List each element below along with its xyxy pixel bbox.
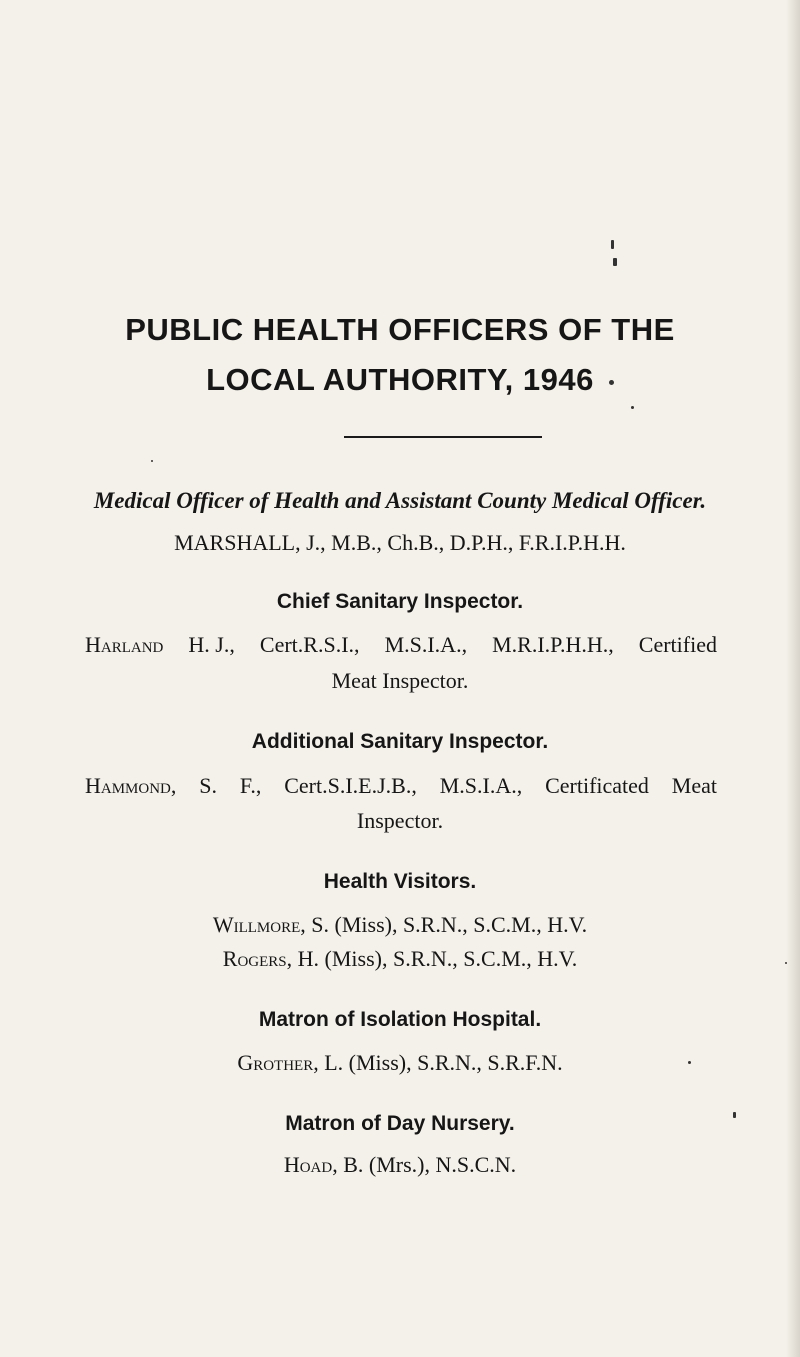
- health-visitor-details: S. (Miss), S.R.N., S.C.M., H.V.: [305, 912, 588, 937]
- additional-sanitary-word: S.: [199, 773, 218, 798]
- isolation-matron-surname: Grother,: [237, 1050, 319, 1075]
- moh-heading: Medical Officer of Health and Assistant County Medical Officer.: [93, 488, 707, 513]
- additional-sanitary-word: M.S.I.A.,: [439, 773, 523, 798]
- chief-sanitary-word: M.S.I.A.,: [384, 632, 468, 657]
- title-divider: [344, 436, 542, 438]
- moh-name: MARSHALL, J., M.B., Ch.B., D.P.H., F.R.I.P.H.H.: [174, 530, 626, 555]
- health-visitor-entry: [0, 946, 800, 972]
- page-edge-shadow: [786, 0, 800, 1357]
- chief-sanitary-word: M.R.I.P.H.H.,: [492, 632, 614, 657]
- nursery-matron-heading: Matron of Day Nursery.: [285, 1112, 515, 1135]
- additional-sanitary-word: F.,: [239, 773, 262, 798]
- chief-sanitary-line-1: [85, 632, 717, 658]
- additional-sanitary-heading: Additional Sanitary Inspector.: [251, 730, 549, 753]
- chief-sanitary-word: Certified: [638, 632, 717, 657]
- isolation-matron-details: L. (Miss), S.R.N., S.R.F.N.: [318, 1050, 563, 1075]
- chief-sanitary-heading: Chief Sanitary Inspector.: [276, 590, 524, 613]
- chief-sanitary-word: H. J.,: [188, 632, 235, 657]
- additional-sanitary-line-2: Inspector.: [356, 808, 444, 833]
- health-visitor-details: H. (Miss), S.R.N., S.C.M., H.V.: [292, 946, 578, 971]
- nursery-matron-entry: [0, 1152, 800, 1178]
- chief-sanitary-surname: Harland: [85, 632, 164, 657]
- health-visitor-surname: Willmore,: [212, 912, 306, 937]
- health-visitor-surname: Rogers,: [222, 946, 293, 971]
- additional-sanitary-word: Certificated: [545, 773, 649, 798]
- health-visitors-heading: Health Visitors.: [323, 870, 477, 893]
- isolation-matron-entry: [0, 1050, 800, 1076]
- additional-sanitary-word: Cert.S.I.E.J.B.,: [284, 773, 417, 798]
- document-title-line-2: LOCAL AUTHORITY, 1946: [206, 362, 594, 397]
- health-visitor-entry: [0, 912, 800, 938]
- additional-sanitary-surname: Hammond,: [85, 773, 177, 798]
- additional-sanitary-word: Meat: [671, 773, 717, 798]
- nursery-matron-surname: Hoad,: [283, 1152, 338, 1177]
- additional-sanitary-line-1: [85, 773, 717, 799]
- isolation-matron-heading: Matron of Isolation Hospital.: [258, 1008, 542, 1031]
- chief-sanitary-word: Cert.R.S.I.,: [259, 632, 360, 657]
- document-title-line-1: PUBLIC HEALTH OFFICERS OF THE: [125, 312, 675, 347]
- chief-sanitary-line-2: Meat Inspector.: [331, 668, 469, 693]
- nursery-matron-details: B. (Mrs.), N.S.C.N.: [337, 1152, 517, 1177]
